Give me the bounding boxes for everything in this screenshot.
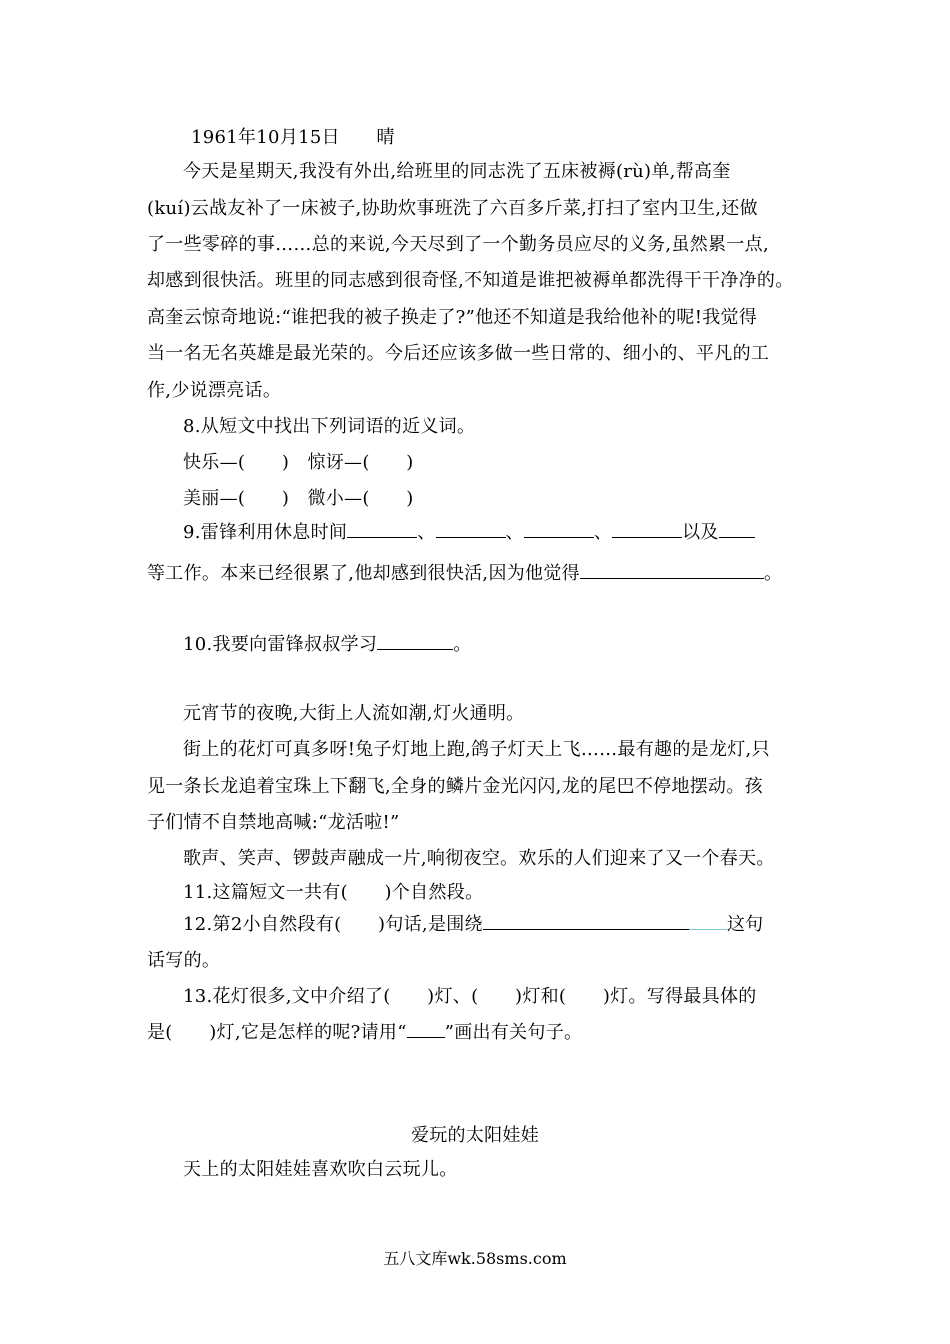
answer-blank[interactable] bbox=[524, 523, 594, 538]
question-13-line-1: 13.花灯很多,文中介绍了( )灯、( )灯和( )灯。写得最具体的 bbox=[183, 986, 757, 1007]
question-9-prompt: 9.雷锋利用休息时间 bbox=[183, 522, 348, 543]
diary-paragraph-line: 了一些零碎的事……总的来说,今天尽到了一个勤务员应尽的义务,虽然累一点, bbox=[147, 234, 769, 255]
period: 。 bbox=[763, 563, 783, 584]
question-9-conjunction: 以及 bbox=[682, 522, 719, 543]
diary-paragraph-line: 作,少说漂亮话。 bbox=[147, 380, 282, 401]
lantern-paragraph-line: 街上的花灯可真多呀!兔子灯地上跑,鸽子灯天上飞……最有趣的是龙灯,只 bbox=[183, 739, 770, 760]
separator: 、 bbox=[593, 522, 613, 543]
separator: 、 bbox=[505, 522, 524, 543]
answer-blank[interactable] bbox=[612, 523, 682, 538]
question-8-title: 8.从短文中找出下列词语的近义词。 bbox=[183, 416, 476, 437]
answer-blank[interactable] bbox=[347, 523, 417, 538]
question-13-line-2 bbox=[147, 1022, 820, 1044]
question-9-line-1 bbox=[183, 522, 820, 544]
question-11: 11.这篇短文一共有( )个自然段。 bbox=[183, 882, 484, 903]
diary-paragraph-line: 今天是星期天,我没有外出,给班里的同志洗了五床被褥(rù)单,帮高奎 bbox=[183, 161, 731, 182]
question-9-text: 等工作。本来已经很累了,他却感到很快活,因为他觉得 bbox=[147, 563, 580, 584]
lantern-paragraph-line: 子们情不自禁地高喊:“龙活啦!” bbox=[147, 812, 400, 833]
diary-paragraph-line: (kuí)云战友补了一床被子,协助炊事班洗了六百多斤菜,打扫了室内卫生,还做 bbox=[147, 198, 758, 219]
answer-blank[interactable] bbox=[719, 523, 755, 538]
answer-blank[interactable] bbox=[377, 635, 453, 650]
question-13-prompt: 是( )灯,它是怎样的呢?请用“ bbox=[147, 1022, 407, 1043]
diary-paragraph-line: 当一名无名英雄是最光荣的。今后还应该多做一些日常的、细小的、平凡的工 bbox=[147, 343, 770, 364]
lantern-paragraph: 歌声、笑声、锣鼓声融成一片,响彻夜空。欢乐的人们迎来了又一个春天。 bbox=[183, 848, 775, 869]
question-12-line-2: 话写的。 bbox=[147, 950, 221, 971]
diary-paragraph-line: 却感到很快活。班里的同志感到很奇怪,不知道是谁把被褥单都洗得干干净净的。 bbox=[147, 270, 794, 291]
question-13-suffix: ”画出有关句子。 bbox=[444, 1022, 583, 1043]
period: 。 bbox=[453, 634, 472, 655]
story-title: 爱玩的太阳娃娃 bbox=[410, 1125, 540, 1146]
answer-blank[interactable] bbox=[483, 915, 689, 930]
question-12-suffix: 这句 bbox=[726, 914, 764, 935]
question-8-row: 美丽—( ) 微小—( ) bbox=[183, 488, 414, 509]
question-12-line-1 bbox=[183, 914, 820, 936]
underline-sample bbox=[407, 1023, 445, 1038]
question-9-line-2 bbox=[147, 563, 820, 585]
question-8-row: 快乐—( ) 惊讶—( ) bbox=[183, 452, 414, 473]
answer-blank[interactable] bbox=[436, 523, 506, 538]
story-paragraph: 天上的太阳娃娃喜欢吹白云玩儿。 bbox=[183, 1159, 458, 1180]
lantern-paragraph-line: 见一条长龙追着宝珠上下翻飞,全身的鳞片金光闪闪,龙的尾巴不停地摆动。孩 bbox=[147, 776, 763, 797]
answer-blank-extension[interactable] bbox=[689, 915, 727, 930]
question-12-prompt: 12.第2小自然段有( )句话,是围绕 bbox=[183, 914, 483, 935]
question-10 bbox=[183, 634, 820, 656]
diary-paragraph-line: 高奎云惊奇地说:“谁把我的被子换走了?”他还不知道是我给他补的呢!我觉得 bbox=[147, 307, 758, 328]
question-10-prompt: 10.我要向雷锋叔叔学习 bbox=[183, 634, 378, 655]
answer-blank[interactable] bbox=[580, 564, 764, 579]
diary-date: 1961年10月15日 晴 bbox=[191, 127, 395, 148]
footer-watermark: 五八文库wk.58sms.com bbox=[383, 1249, 567, 1268]
separator: 、 bbox=[417, 522, 436, 543]
lantern-paragraph: 元宵节的夜晚,大街上人流如潮,灯火通明。 bbox=[183, 703, 525, 724]
